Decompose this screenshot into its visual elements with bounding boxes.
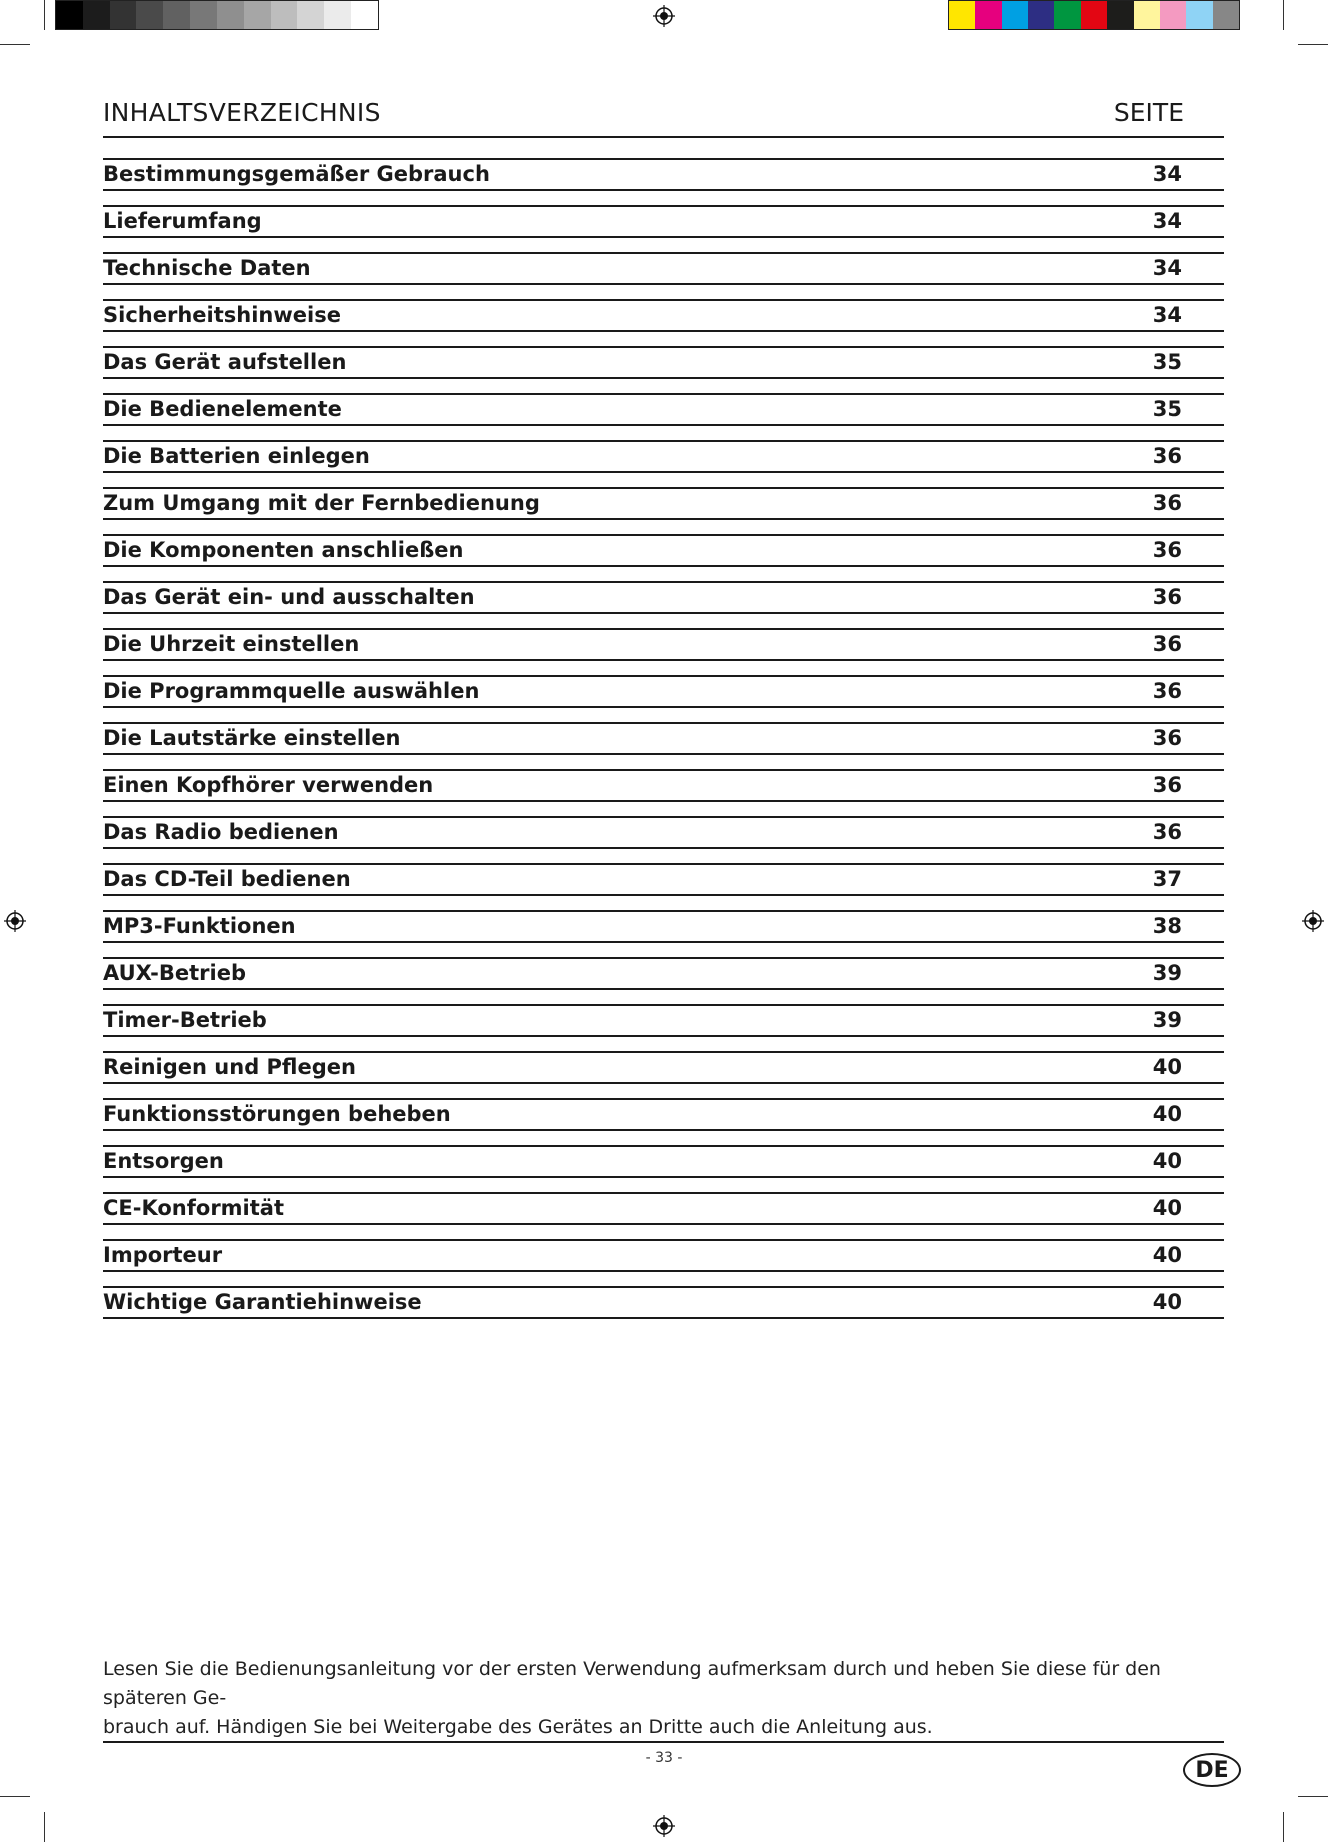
color-swatch bbox=[1002, 1, 1028, 29]
toc-entry-label: Das Gerät aufstellen bbox=[103, 350, 347, 374]
color-swatch bbox=[56, 1, 83, 29]
registration-mark-icon bbox=[653, 1815, 675, 1837]
toc-row bbox=[103, 910, 1224, 957]
row-rule bbox=[103, 1129, 1224, 1131]
toc-row bbox=[103, 205, 1224, 252]
toc-row bbox=[103, 816, 1224, 863]
registration-mark-icon bbox=[1302, 910, 1324, 932]
color-swatch bbox=[975, 1, 1001, 29]
toc-entry-page: 36 bbox=[1152, 632, 1182, 656]
row-rule bbox=[103, 189, 1224, 191]
toc-row bbox=[103, 863, 1224, 910]
toc-entry-label: Timer-Betrieb bbox=[103, 1008, 267, 1032]
toc-entry-page: 38 bbox=[1152, 914, 1182, 938]
toc-entry-page: 40 bbox=[1152, 1149, 1182, 1173]
toc-entry-label: Funktionsstörungen beheben bbox=[103, 1102, 451, 1126]
toc-row bbox=[103, 769, 1224, 816]
toc-row bbox=[103, 299, 1224, 346]
toc-row bbox=[103, 393, 1224, 440]
toc-row bbox=[103, 158, 1224, 205]
toc-entry-page: 36 bbox=[1152, 820, 1182, 844]
toc-entry-page: 34 bbox=[1152, 162, 1182, 186]
crop-mark bbox=[1298, 1796, 1328, 1797]
row-rule bbox=[103, 722, 1224, 724]
row-rule bbox=[103, 847, 1224, 849]
toc-entry-label: Sicherheitshinweise bbox=[103, 303, 341, 327]
color-calibration-bar bbox=[948, 0, 1240, 30]
row-rule bbox=[103, 158, 1224, 160]
row-rule bbox=[103, 1098, 1224, 1100]
row-rule bbox=[103, 487, 1224, 489]
row-rule bbox=[103, 565, 1224, 567]
toc-entry-label: MP3-Funktionen bbox=[103, 914, 296, 938]
toc-entry-page: 36 bbox=[1152, 491, 1182, 515]
row-rule bbox=[103, 863, 1224, 865]
row-rule bbox=[103, 769, 1224, 771]
toc-entry-label: Entsorgen bbox=[103, 1149, 224, 1173]
row-rule bbox=[103, 1004, 1224, 1006]
crop-mark bbox=[1298, 44, 1328, 45]
color-swatch bbox=[83, 1, 110, 29]
color-swatch bbox=[1028, 1, 1054, 29]
reading-note-line: brauch auf. Händigen Sie bei Weitergabe des Gerätes an Dritte auch die Anleitung aus. bbox=[103, 1716, 933, 1738]
toc-entry-page: 36 bbox=[1152, 538, 1182, 562]
toc-entry-label: Das Radio bedienen bbox=[103, 820, 339, 844]
toc-row bbox=[103, 675, 1224, 722]
row-rule bbox=[103, 894, 1224, 896]
color-swatch bbox=[163, 1, 190, 29]
page-column-heading: SEITE bbox=[1113, 98, 1184, 127]
toc-row bbox=[103, 1145, 1224, 1192]
toc-entry-page: 39 bbox=[1152, 1008, 1182, 1032]
row-rule bbox=[103, 1192, 1224, 1194]
color-swatch bbox=[1134, 1, 1160, 29]
toc-row bbox=[103, 1286, 1224, 1333]
toc-row bbox=[103, 1004, 1224, 1051]
toc-header bbox=[103, 98, 1224, 138]
toc-entry-page: 36 bbox=[1152, 773, 1182, 797]
toc-entry-page: 36 bbox=[1152, 679, 1182, 703]
row-rule bbox=[103, 346, 1224, 348]
row-rule bbox=[103, 910, 1224, 912]
toc-row bbox=[103, 628, 1224, 675]
row-rule bbox=[103, 393, 1224, 395]
toc-entry-label: Die Komponenten anschließen bbox=[103, 538, 464, 562]
color-swatch bbox=[190, 1, 217, 29]
toc-entry-label: Wichtige Garantiehinweise bbox=[103, 1290, 422, 1314]
color-swatch bbox=[271, 1, 298, 29]
toc-row bbox=[103, 1192, 1224, 1239]
toc-entry-page: 40 bbox=[1152, 1055, 1182, 1079]
row-rule bbox=[103, 1035, 1224, 1037]
color-swatch bbox=[244, 1, 271, 29]
toc-entry-page: 36 bbox=[1152, 444, 1182, 468]
crop-mark bbox=[1283, 0, 1284, 30]
row-rule bbox=[103, 628, 1224, 630]
row-rule bbox=[103, 518, 1224, 520]
toc-row bbox=[103, 1051, 1224, 1098]
row-rule bbox=[103, 941, 1224, 943]
row-rule bbox=[103, 1270, 1224, 1272]
toc-entry-label: Das CD-Teil bedienen bbox=[103, 867, 351, 891]
row-rule bbox=[103, 581, 1224, 583]
toc-entry-label: CE-Konformität bbox=[103, 1196, 285, 1220]
toc-entry-label: Importeur bbox=[103, 1243, 223, 1267]
color-swatch bbox=[949, 1, 975, 29]
row-rule bbox=[103, 800, 1224, 802]
row-rule bbox=[103, 1223, 1224, 1225]
language-badge: DE bbox=[1183, 1753, 1241, 1787]
color-swatch bbox=[1054, 1, 1080, 29]
footer-divider bbox=[103, 1741, 1224, 1743]
toc-entry-page: 40 bbox=[1152, 1290, 1182, 1314]
crop-mark bbox=[0, 44, 30, 45]
toc-entry-label: Das Gerät ein- und ausschalten bbox=[103, 585, 475, 609]
toc-entry-page: 34 bbox=[1152, 303, 1182, 327]
toc-entry-page: 35 bbox=[1152, 350, 1182, 374]
row-rule bbox=[103, 252, 1224, 254]
row-rule bbox=[103, 957, 1224, 959]
toc-row bbox=[103, 1098, 1224, 1145]
toc-entry-label: Die Bedienelemente bbox=[103, 397, 342, 421]
toc-entry-label: Reinigen und Pflegen bbox=[103, 1055, 356, 1079]
toc-entry-page: 34 bbox=[1152, 256, 1182, 280]
row-rule bbox=[103, 1176, 1224, 1178]
row-rule bbox=[103, 988, 1224, 990]
row-rule bbox=[103, 1145, 1224, 1147]
toc-entry-label: Die Lautstärke einstellen bbox=[103, 726, 401, 750]
toc-row bbox=[103, 346, 1224, 393]
toc-row bbox=[103, 957, 1224, 1004]
reading-note bbox=[103, 1655, 1203, 1742]
toc-row bbox=[103, 252, 1224, 299]
row-rule bbox=[103, 377, 1224, 379]
toc-entry-label: Technische Daten bbox=[103, 256, 311, 280]
row-rule bbox=[103, 1286, 1224, 1288]
toc-entry-page: 36 bbox=[1152, 585, 1182, 609]
registration-mark-icon bbox=[4, 910, 26, 932]
color-swatch bbox=[324, 1, 351, 29]
row-rule bbox=[103, 1082, 1224, 1084]
color-swatch bbox=[297, 1, 324, 29]
toc-entry-label: Die Programmquelle auswählen bbox=[103, 679, 480, 703]
grayscale-calibration-bar bbox=[55, 0, 379, 30]
row-rule bbox=[103, 1317, 1224, 1319]
toc-entry-page: 39 bbox=[1152, 961, 1182, 985]
page-number: - 33 - bbox=[645, 1750, 683, 1766]
toc-row bbox=[103, 1239, 1224, 1286]
toc-entry-page: 37 bbox=[1152, 867, 1182, 891]
color-swatch bbox=[217, 1, 244, 29]
row-rule bbox=[103, 1051, 1224, 1053]
row-rule bbox=[103, 299, 1224, 301]
color-swatch bbox=[110, 1, 137, 29]
toc-row bbox=[103, 581, 1224, 628]
color-swatch bbox=[1107, 1, 1133, 29]
row-rule bbox=[103, 753, 1224, 755]
toc-entry-label: AUX-Betrieb bbox=[103, 961, 246, 985]
color-swatch bbox=[136, 1, 163, 29]
crop-mark bbox=[0, 1796, 30, 1797]
row-rule bbox=[103, 330, 1224, 332]
row-rule bbox=[103, 471, 1224, 473]
row-rule bbox=[103, 424, 1224, 426]
crop-mark bbox=[1283, 1812, 1284, 1842]
row-rule bbox=[103, 675, 1224, 677]
row-rule bbox=[103, 283, 1224, 285]
toc-entry-page: 34 bbox=[1152, 209, 1182, 233]
toc-entry-label: Lieferumfang bbox=[103, 209, 262, 233]
page-title: INHALTSVERZEICHNIS bbox=[103, 98, 381, 127]
row-rule bbox=[103, 706, 1224, 708]
row-rule bbox=[103, 1239, 1224, 1241]
color-swatch bbox=[351, 1, 378, 29]
toc-row bbox=[103, 534, 1224, 581]
toc-list bbox=[103, 158, 1224, 1333]
color-swatch bbox=[1081, 1, 1107, 29]
toc-entry-page: 40 bbox=[1152, 1243, 1182, 1267]
row-rule bbox=[103, 816, 1224, 818]
toc-entry-label: Bestimmungsgemäßer Gebrauch bbox=[103, 162, 490, 186]
toc-entry-page: 40 bbox=[1152, 1196, 1182, 1220]
row-rule bbox=[103, 205, 1224, 207]
crop-mark bbox=[44, 1812, 45, 1842]
toc-entry-label: Einen Kopfhörer verwenden bbox=[103, 773, 434, 797]
toc-row bbox=[103, 440, 1224, 487]
toc-entry-page: 36 bbox=[1152, 726, 1182, 750]
crop-mark bbox=[44, 0, 45, 30]
color-swatch bbox=[1186, 1, 1212, 29]
toc-entry-label: Die Batterien einlegen bbox=[103, 444, 370, 468]
row-rule bbox=[103, 659, 1224, 661]
reading-note-line: Lesen Sie die Bedienungsanleitung vor der ersten Verwendung aufmerksam durch und heben Sie diese für den späteren Ge- bbox=[103, 1658, 1161, 1709]
toc-entry-label: Zum Umgang mit der Fernbedienung bbox=[103, 491, 540, 515]
row-rule bbox=[103, 534, 1224, 536]
row-rule bbox=[103, 440, 1224, 442]
registration-mark-icon bbox=[653, 5, 675, 27]
row-rule bbox=[103, 236, 1224, 238]
toc-entry-page: 40 bbox=[1152, 1102, 1182, 1126]
toc-row bbox=[103, 722, 1224, 769]
toc-entry-page: 35 bbox=[1152, 397, 1182, 421]
color-swatch bbox=[1160, 1, 1186, 29]
toc-entry-label: Die Uhrzeit einstellen bbox=[103, 632, 360, 656]
toc-row bbox=[103, 487, 1224, 534]
color-swatch bbox=[1213, 1, 1239, 29]
row-rule bbox=[103, 612, 1224, 614]
